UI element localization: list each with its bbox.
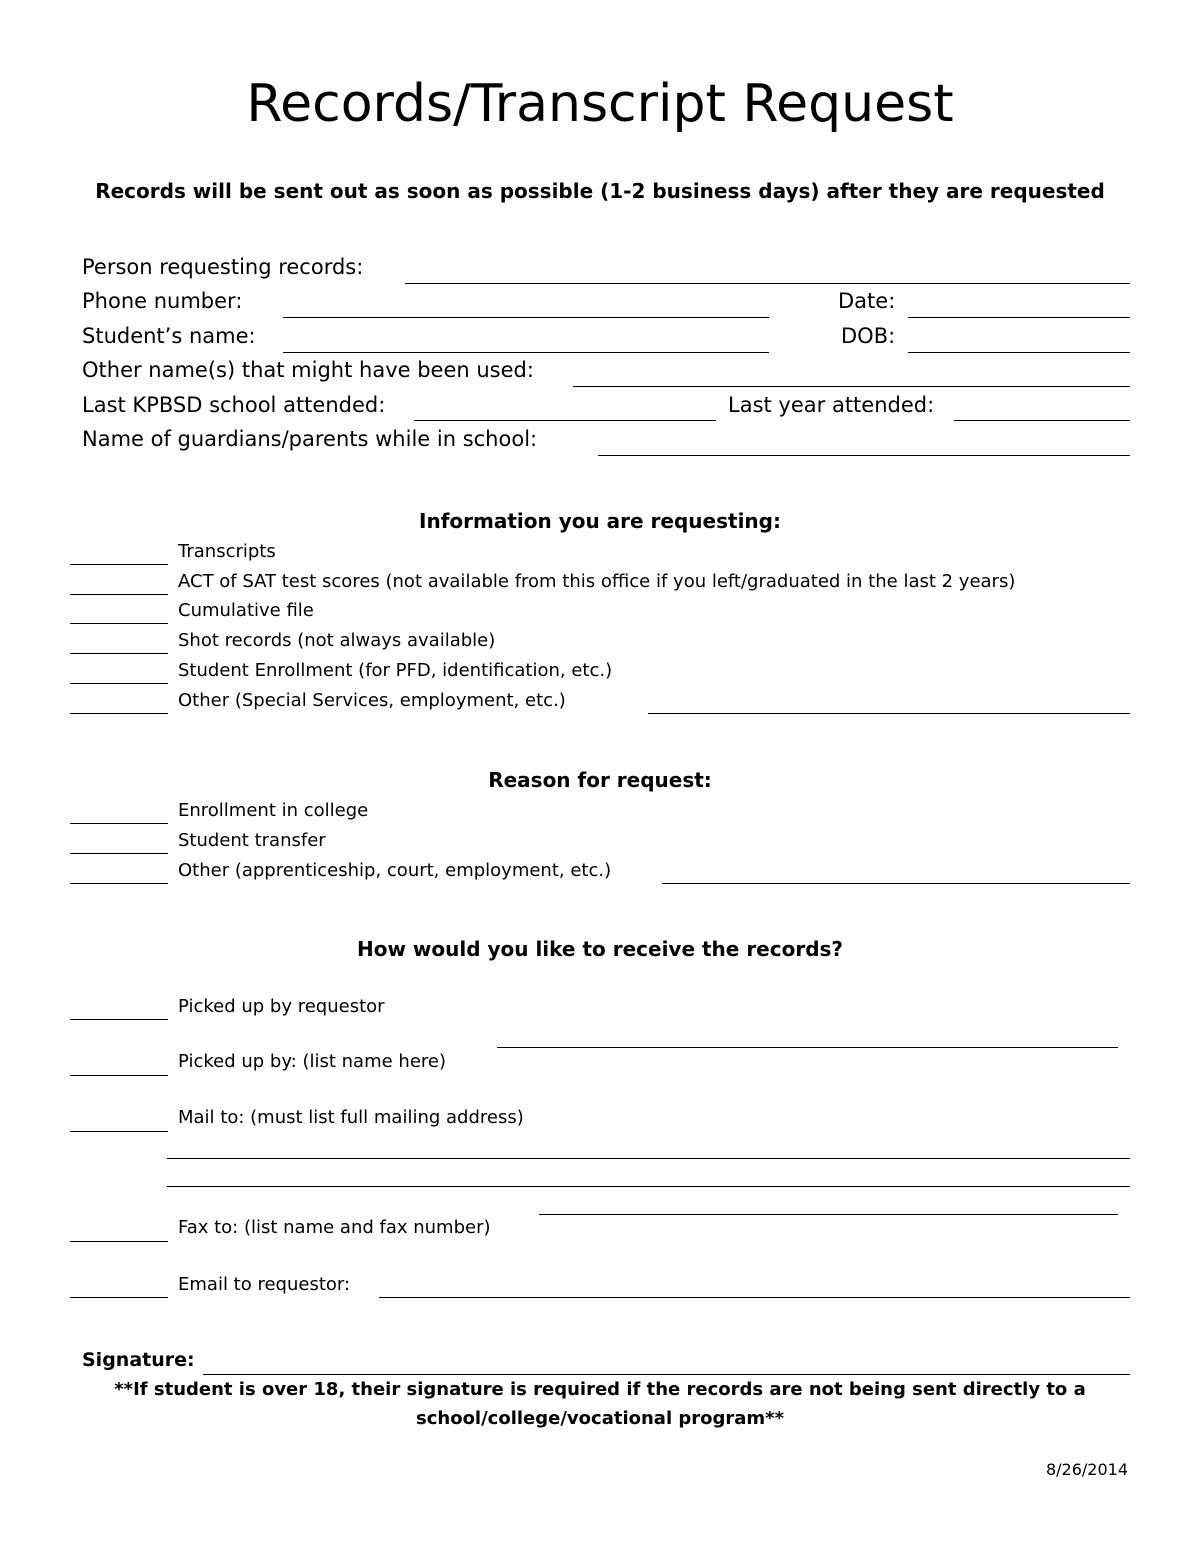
checkbox-line-test-scores[interactable] [70, 594, 168, 595]
last-year-input-line[interactable] [954, 420, 1130, 421]
checkbox-line-mail[interactable] [70, 1131, 168, 1132]
delivery-item: Picked up by requestor [178, 996, 385, 1017]
reason-item: Other (apprenticeship, court, employment, etc.) [178, 860, 612, 881]
delivery-item: Email to requestor: [178, 1274, 351, 1295]
phone-input-line[interactable] [283, 317, 769, 318]
delivery-item: Mail to: (must list full mailing address) [178, 1107, 524, 1128]
date-input-line[interactable] [908, 317, 1130, 318]
checkbox-line-shot-records[interactable] [70, 653, 168, 654]
signature-note-line-2: school/college/vocational program** [416, 1408, 784, 1429]
reason-heading: Reason for request: [488, 768, 712, 792]
checkbox-line-transfer[interactable] [70, 853, 168, 854]
other-info-input-line[interactable] [648, 713, 1130, 714]
student-name-label: Student’s name: [82, 324, 256, 348]
page-title: Records/Transcript Request [246, 74, 954, 134]
checkbox-line-pickup-requestor[interactable] [70, 1019, 168, 1020]
dob-label: DOB: [841, 324, 896, 348]
other-names-input-line[interactable] [573, 386, 1130, 387]
mail-address-line-2[interactable] [167, 1186, 1130, 1187]
signature-label: Signature: [82, 1349, 195, 1371]
other-reason-input-line[interactable] [662, 883, 1130, 884]
mail-address-line-1[interactable] [167, 1158, 1130, 1159]
signature-input-line[interactable] [203, 1374, 1130, 1375]
checkbox-line-pickup-by[interactable] [70, 1075, 168, 1076]
dob-input-line[interactable] [908, 352, 1130, 353]
information-heading: Information you are requesting: [419, 509, 781, 533]
guardians-input-line[interactable] [598, 455, 1130, 456]
email-input-line[interactable] [379, 1297, 1130, 1298]
other-names-label: Other name(s) that might have been used: [82, 358, 534, 382]
checkbox-line-college[interactable] [70, 823, 168, 824]
phone-label: Phone number: [82, 289, 243, 313]
information-item: ACT of SAT test scores (not available from this office if you left/graduated in the last 2 years) [178, 571, 1016, 592]
page-subtitle: Records will be sent out as soon as possible (1-2 business days) after they are requested [95, 179, 1105, 203]
information-item: Cumulative file [178, 600, 314, 621]
checkbox-line-enrollment[interactable] [70, 683, 168, 684]
information-item: Transcripts [178, 541, 276, 562]
information-item: Other (Special Services, employment, etc.) [178, 690, 566, 711]
person-input-line[interactable] [405, 283, 1130, 284]
guardians-label: Name of guardians/parents while in school: [82, 427, 538, 451]
checkbox-line-other-reason[interactable] [70, 883, 168, 884]
information-item: Shot records (not always available) [178, 630, 496, 651]
information-item: Student Enrollment (for PFD, identification, etc.) [178, 660, 613, 681]
delivery-item: Fax to: (list name and fax number) [178, 1217, 491, 1238]
checkbox-line-other-info[interactable] [70, 713, 168, 714]
reason-item: Enrollment in college [178, 800, 369, 821]
delivery-item: Picked up by: (list name here) [178, 1051, 447, 1072]
checkbox-line-cumulative-file[interactable] [70, 623, 168, 624]
last-school-input-line[interactable] [414, 420, 716, 421]
checkbox-line-transcripts[interactable] [70, 564, 168, 565]
footer-date: 8/26/2014 [1045, 1460, 1128, 1479]
checkbox-line-fax[interactable] [70, 1241, 168, 1242]
last-year-label: Last year attended: [728, 393, 935, 417]
fax-input-line[interactable] [539, 1214, 1118, 1215]
last-school-label: Last KPBSD school attended: [82, 393, 386, 417]
reason-item: Student transfer [178, 830, 326, 851]
signature-note-line-1: **If student is over 18, their signature is required if the records are not being sent directly to a [114, 1379, 1086, 1400]
delivery-heading: How would you like to receive the records? [356, 937, 844, 961]
student-name-input-line[interactable] [283, 352, 769, 353]
date-label: Date: [838, 289, 896, 313]
pickup-name-input-line[interactable] [497, 1047, 1118, 1048]
person-label: Person requesting records: [82, 255, 364, 279]
checkbox-line-email[interactable] [70, 1297, 168, 1298]
